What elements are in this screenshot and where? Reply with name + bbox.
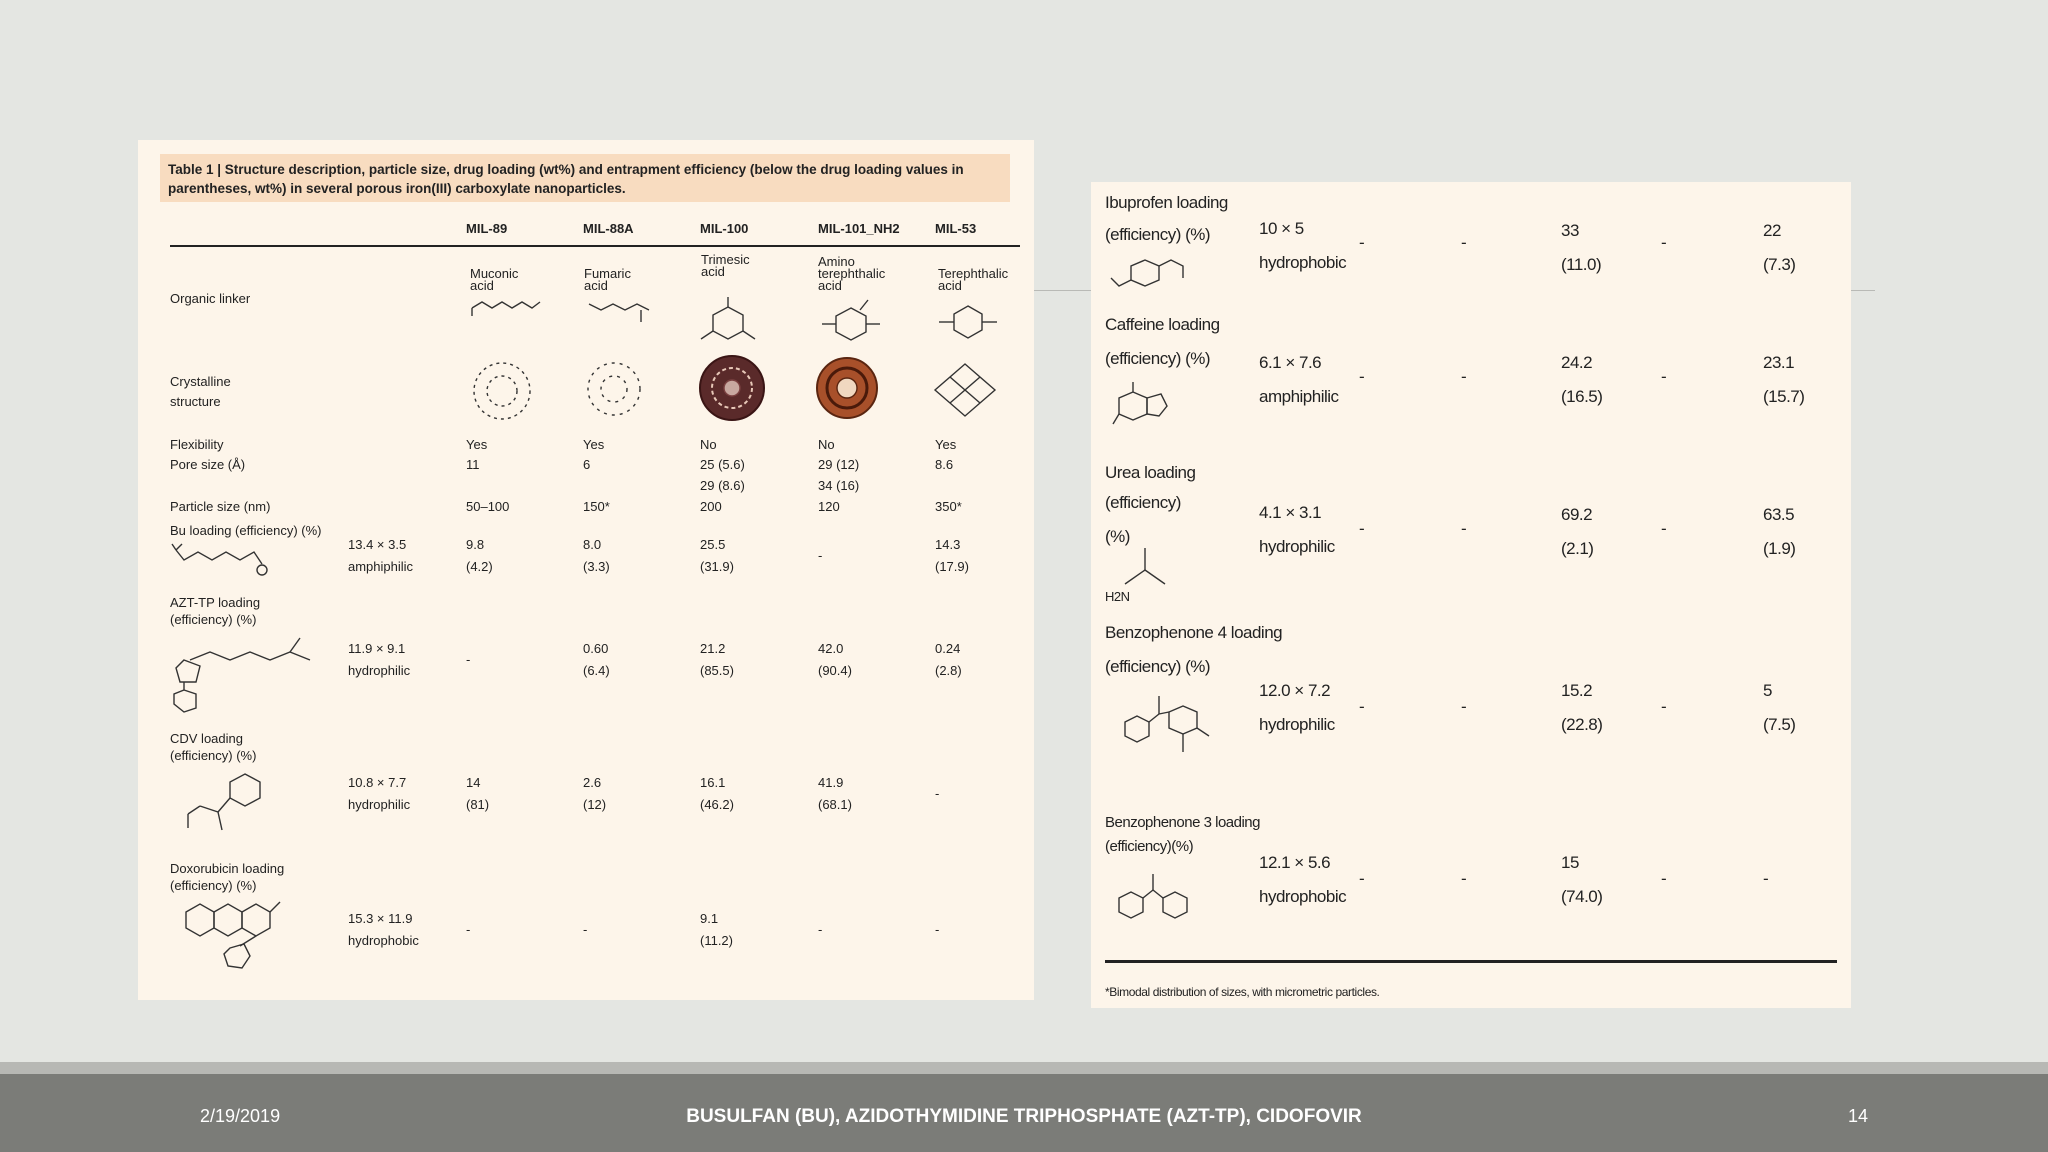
label-benzophenone-4: Benzophenone 4 loading <box>1105 623 1283 642</box>
pore-mil-53: 8.6 <box>935 457 954 472</box>
ibuprofen-mil-89: - <box>1359 233 1365 252</box>
cdv-mil-88a: 2.6 <box>583 775 602 790</box>
table1-caption: Table 1 | Structure description, particle size, drug loading (wt%) and entrapment efficiency (below the drug loading values in parentheses, wt%) in several porous iron(III) carboxylate nanoparticles. <box>160 154 1010 202</box>
label-ibuprofen-2: (efficiency) (%) <box>1105 225 1211 244</box>
bp4-size: 12.0 × 7.2 <box>1259 681 1331 700</box>
caffeine-size: 6.1 × 7.6 <box>1259 353 1322 372</box>
urea-mil-100: 69.2 <box>1561 505 1593 524</box>
label-urea-2: (efficiency) <box>1105 493 1181 512</box>
azt-mil-88a: 0.60 <box>583 641 609 656</box>
azt-type: hydrophilic <box>348 663 411 678</box>
mil-88a-crystal-icon <box>581 358 647 420</box>
ibuprofen-mil-100: 33 <box>1561 221 1579 240</box>
particle-mil-101: 120 <box>818 499 840 514</box>
urea-mil-89: - <box>1359 519 1365 538</box>
caffeine-mil-101: - <box>1661 367 1667 386</box>
pore-mil-100: 25 (5.6) <box>700 457 745 472</box>
label-benzophenone-3-2: (efficiency)(%) <box>1105 838 1194 855</box>
pore-mil-88a: 6 <box>583 457 591 472</box>
linker-aminoterephthalic: Amino terephthalic acid <box>818 254 886 293</box>
col-mil-88a: MIL-88A <box>583 221 634 236</box>
linker-fumaric: Fumaric acid <box>584 266 631 293</box>
azt-mil-53-eff: (2.8) <box>935 663 962 678</box>
col-mil-89: MIL-89 <box>466 221 508 236</box>
linker-terephthalic: Terephthalic acid <box>938 266 1009 293</box>
ibuprofen-structure-icon <box>1105 252 1195 292</box>
label-urea-3: (%) <box>1105 527 1130 546</box>
mil-100-crystal-icon <box>696 350 768 426</box>
azt-mil-101-eff: (90.4) <box>818 663 852 678</box>
bu-mil-89: 9.8 <box>466 537 485 552</box>
bu-size: 13.4 × 3.5 <box>348 537 407 552</box>
bp4-type: hydrophilic <box>1259 715 1335 734</box>
drug-label-azt-tp-2: (efficiency) (%) <box>170 612 257 627</box>
dox-mil-53: - <box>935 922 940 937</box>
muconic-acid-structure-icon <box>468 290 548 320</box>
busulfan-structure-icon <box>170 542 270 582</box>
bp3-mil-89: - <box>1359 869 1365 888</box>
terephthalic-acid-structure-icon <box>933 298 1003 343</box>
caffeine-mil-53-eff: (15.7) <box>1763 387 1805 406</box>
label-ibuprofen: Ibuprofen loading <box>1105 193 1228 212</box>
dox-mil-100-eff: (11.2) <box>700 933 733 948</box>
caffeine-mil-53: 23.1 <box>1763 353 1795 372</box>
bu-mil-53: 14.3 <box>935 537 961 552</box>
flex-mil-89: Yes <box>466 437 488 452</box>
fumaric-acid-structure-icon <box>583 290 663 325</box>
table1-continuation-image <box>1091 182 1851 1008</box>
dox-mil-88a: - <box>583 922 588 937</box>
caffeine-structure-icon <box>1111 378 1171 438</box>
drug-label-cdv: CDV loading <box>170 731 243 746</box>
linker-trimesic: Trimesic acid <box>701 252 750 279</box>
urea-mil-53: 63.5 <box>1763 505 1795 524</box>
dox-size: 15.3 × 11.9 <box>348 911 413 926</box>
aminoterephthalic-acid-structure-icon <box>816 298 886 348</box>
label-caffeine-2: (efficiency) (%) <box>1105 349 1211 368</box>
bu-type: amphiphilic <box>348 559 414 574</box>
ibuprofen-mil-53-eff: (7.3) <box>1763 255 1796 274</box>
drug-label-cdv-2: (efficiency) (%) <box>170 748 257 763</box>
cdv-mil-100: 16.1 <box>700 775 726 790</box>
urea-mil-88a: - <box>1461 519 1467 538</box>
urea-mil-101: - <box>1661 519 1667 538</box>
drug-label-dox-2: (efficiency) (%) <box>170 878 257 893</box>
urea-mil-100-eff: (2.1) <box>1561 539 1594 558</box>
caffeine-mil-88a: - <box>1461 367 1467 386</box>
row-label-particle-size: Particle size (nm) <box>170 499 271 514</box>
pore-mil-101-b: 34 (16) <box>818 478 860 493</box>
doxorubicin-structure-icon <box>170 896 290 996</box>
azt-mil-53: 0.24 <box>935 641 961 656</box>
bu-mil-101: - <box>818 548 823 563</box>
ibuprofen-mil-53: 22 <box>1763 221 1781 240</box>
slide-footer <box>0 1074 2048 1152</box>
caffeine-type: amphiphilic <box>1259 387 1339 406</box>
cdv-mil-100-eff: (46.2) <box>700 797 734 812</box>
bu-mil-88a-eff: (3.3) <box>583 559 610 574</box>
cidofovir-structure-icon <box>170 762 280 842</box>
drug-label-bu: Bu loading (efficiency) (%) <box>170 523 322 538</box>
azt-size: 11.9 × 9.1 <box>348 641 406 656</box>
dox-mil-101: - <box>818 922 823 937</box>
bu-mil-100: 25.5 <box>700 537 726 552</box>
footer-date: 2/19/2019 <box>200 1106 281 1126</box>
mil-89-crystal-icon <box>466 358 538 424</box>
caffeine-mil-100: 24.2 <box>1561 353 1593 372</box>
label-urea: Urea loading <box>1105 463 1196 482</box>
bu-mil-100-eff: (31.9) <box>700 559 734 574</box>
header-rule <box>170 245 1020 247</box>
bp4-mil-53-eff: (7.5) <box>1763 715 1796 734</box>
urea-size: 4.1 × 3.1 <box>1259 503 1322 522</box>
urea-mil-53-eff: (1.9) <box>1763 539 1796 558</box>
caffeine-mil-89: - <box>1359 367 1365 386</box>
bp4-mil-101: - <box>1661 697 1667 716</box>
bu-mil-53-eff: (17.9) <box>935 559 969 574</box>
particle-mil-53: 350* <box>935 499 962 514</box>
particle-mil-88a: 150* <box>583 499 610 514</box>
bp4-mil-100: 15.2 <box>1561 681 1593 700</box>
cdv-mil-88a-eff: (12) <box>583 797 607 812</box>
cdv-mil-89-eff: (81) <box>466 797 490 812</box>
mil-53-crystal-icon <box>933 362 997 418</box>
label-benzophenone-3: Benzophenone 3 loading <box>1105 814 1260 831</box>
bp3-mil-101: - <box>1661 869 1667 888</box>
azt-mil-100: 21.2 <box>700 641 726 656</box>
azt-mil-88a-eff: (6.4) <box>583 663 610 678</box>
cdv-mil-89: 14 <box>466 775 481 790</box>
bp3-mil-100: 15 <box>1561 853 1579 872</box>
dox-mil-89: - <box>466 922 471 937</box>
ibuprofen-mil-88a: - <box>1461 233 1467 252</box>
footer-strip <box>0 1062 2048 1074</box>
col-mil-100: MIL-100 <box>700 221 749 236</box>
trimesic-acid-structure-icon <box>693 295 763 350</box>
bp4-mil-100-eff: (22.8) <box>1561 715 1603 734</box>
bp3-size: 12.1 × 5.6 <box>1259 853 1331 872</box>
drug-label-azt-tp: AZT-TP loading <box>170 595 261 610</box>
flex-mil-88a: Yes <box>583 437 605 452</box>
particle-mil-89: 50–100 <box>466 499 510 514</box>
urea-h2n: H2N <box>1105 589 1130 604</box>
bp3-mil-100-eff: (74.0) <box>1561 887 1603 906</box>
caffeine-mil-100-eff: (16.5) <box>1561 387 1603 406</box>
flex-mil-100: No <box>700 437 717 452</box>
row-label-flexibility: Flexibility <box>170 437 224 452</box>
row-label-pore-size: Pore size (Å) <box>170 457 246 472</box>
col-mil-101-nh2: MIL-101_NH2 <box>818 221 900 236</box>
footer-title: BUSULFAN (BU), AZIDOTHYMIDINE TRIPHOSPHATE (AZT-TP), CIDOFOVIR <box>686 1106 1362 1127</box>
urea-type: hydrophilic <box>1259 537 1335 556</box>
bp4-mil-88a: - <box>1461 697 1467 716</box>
ibuprofen-mil-101: - <box>1661 233 1667 252</box>
bp3-mil-53: - <box>1763 869 1769 888</box>
bp4-mil-89: - <box>1359 697 1365 716</box>
row-label-organic-linker: Organic linker <box>170 291 251 306</box>
cdv-mil-53: - <box>935 786 940 801</box>
azt-mil-89: - <box>466 652 471 667</box>
pore-mil-89: 11 <box>466 457 480 472</box>
ibuprofen-mil-100-eff: (11.0) <box>1561 255 1602 274</box>
cdv-mil-101: 41.9 <box>818 775 844 790</box>
table-footnote: *Bimodal distribution of sizes, with micrometric particles. <box>1105 985 1380 999</box>
col-mil-53: MIL-53 <box>935 221 977 236</box>
cdv-type: hydrophilic <box>348 797 411 812</box>
bp4-mil-53: 5 <box>1763 681 1772 700</box>
azt-tp-structure-icon <box>170 620 330 720</box>
benzophenone-3-structure-icon <box>1105 864 1205 934</box>
flex-mil-101: No <box>818 437 835 452</box>
bu-mil-88a: 8.0 <box>583 537 602 552</box>
title-divider-left <box>1034 290 1091 291</box>
drug-label-dox: Doxorubicin loading <box>170 861 285 876</box>
mil-101-nh2-crystal-icon <box>813 354 881 422</box>
row-label-crystalline: Crystalline structure <box>170 374 231 409</box>
ibuprofen-type: hydrophobic <box>1259 253 1347 272</box>
bu-mil-89-eff: (4.2) <box>466 559 493 574</box>
table1-image <box>138 140 1034 1000</box>
particle-mil-100: 200 <box>700 499 722 514</box>
dox-mil-100: 9.1 <box>700 911 719 926</box>
label-caffeine: Caffeine loading <box>1105 315 1220 334</box>
ibuprofen-size: 10 × 5 <box>1259 219 1304 238</box>
benzophenone-4-structure-icon <box>1105 682 1225 772</box>
pore-mil-100-b: 29 (8.6) <box>700 478 745 493</box>
label-benzophenone-4-2: (efficiency) (%) <box>1105 657 1211 676</box>
azt-mil-100-eff: (85.5) <box>700 663 734 678</box>
bp3-type: hydrophobic <box>1259 887 1347 906</box>
bottom-rule <box>1105 960 1837 963</box>
slide-number: 14 <box>1847 1106 1868 1126</box>
title-divider-right <box>1851 290 1875 291</box>
linker-muconic: Muconic acid <box>470 266 519 293</box>
cdv-mil-101-eff: (68.1) <box>818 797 852 812</box>
flex-mil-53: Yes <box>935 437 957 452</box>
azt-mil-101: 42.0 <box>818 641 844 656</box>
bp3-mil-88a: - <box>1461 869 1467 888</box>
pore-mil-101: 29 (12) <box>818 457 860 472</box>
dox-type: hydrophobic <box>348 933 419 948</box>
cdv-size: 10.8 × 7.7 <box>348 775 407 790</box>
